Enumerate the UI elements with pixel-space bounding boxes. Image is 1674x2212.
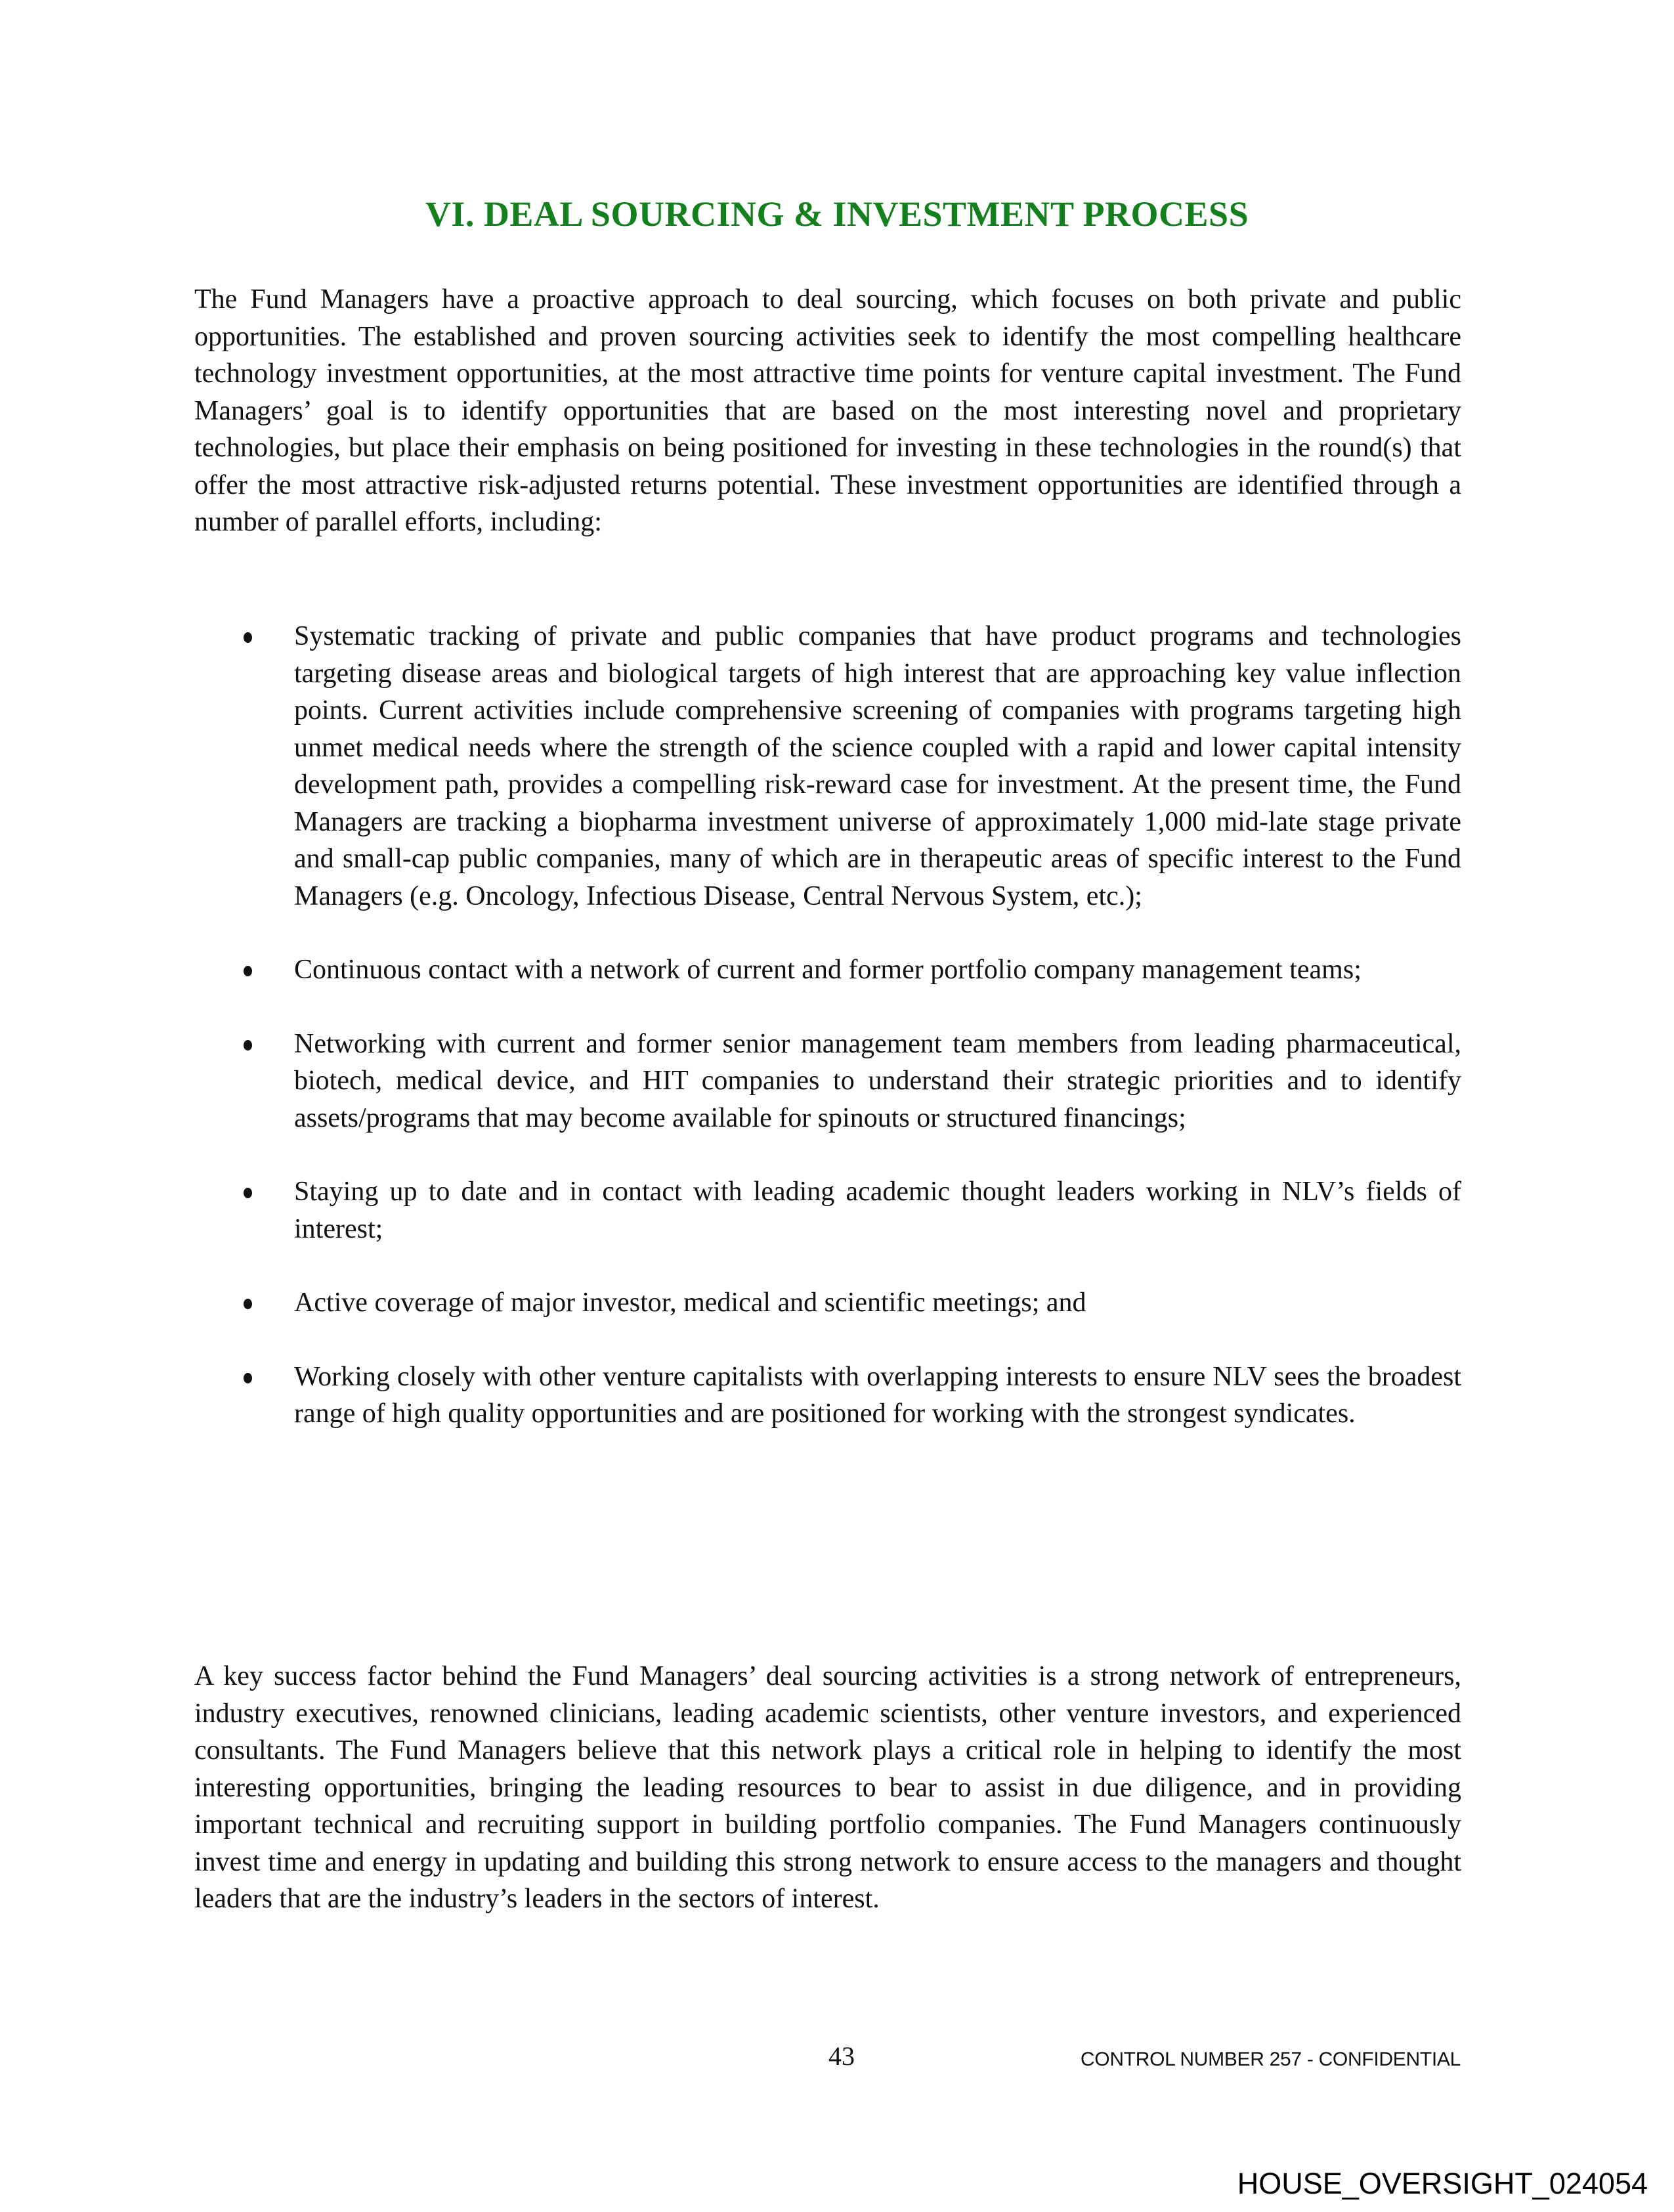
list-item xyxy=(194,1026,1461,1137)
bullet-icon xyxy=(244,966,252,976)
list-item-text: Active coverage of major investor, medical and scientific meetings; and xyxy=(294,1288,1086,1318)
bates-number: HOUSE_OVERSIGHT_024054 xyxy=(1237,2167,1648,2200)
bullet-icon xyxy=(244,1299,252,1309)
list-item-text: Continuous contact with a network of current and former portfolio company management teams; xyxy=(294,955,1362,985)
list-item xyxy=(194,951,1461,989)
bullet-icon xyxy=(244,632,252,643)
confidential-label: CONTROL NUMBER 257 - CONFIDENTIAL xyxy=(1080,2049,1461,2070)
list-item-text: Networking with current and former senior management team members from leading pharmaceutical, biotech, medical device, and HIT companies to understand their strategic priorities and to identify assets/programs that may become available for spinouts or structured financings; xyxy=(294,1028,1461,1133)
page-number: 43 xyxy=(828,2041,855,2071)
sourcing-efforts-list xyxy=(194,618,1461,1469)
intro-paragraph: The Fund Managers have a proactive approach to deal sourcing, which focuses on both private and public opportunities. The established and proven sourcing activities seek to identify the most compelling healthcare technology investment opportunities, at the most attractive time points for venture capital investment. The Fund Managers’ goal is to identify opportunities that are based on the most interesting novel and proprietary technologies, but place their emphasis on being positioned for investing in these technologies in the round(s) that offer the most attractive risk-adjusted returns potential. These investment opportunities are identified through a number of parallel efforts, including: xyxy=(194,284,1461,537)
list-item-text: Staying up to date and in contact with leading academic thought leaders working in NLV’s fields of interest; xyxy=(294,1177,1461,1244)
section-heading: VI. DEAL SOURCING & INVESTMENT PROCESS xyxy=(425,194,1249,234)
closing-paragraph: A key success factor behind the Fund Managers’ deal sourcing activities is a strong network of entrepreneurs, industry executives, renowned clinicians, leading academic scientists, other venture investors, and experienced consultants. The Fund Managers believe that this network plays a critical role in helping to identify the most interesting opportunities, bringing the leading resources to bear to assist in due diligence, and in providing important technical and recruiting support in building portfolio companies. The Fund Managers continuously invest time and energy in updating and building this strong network to ensure access to the managers and thought leaders that are the industry’s leaders in the sectors of interest. xyxy=(194,1661,1461,1914)
list-item-text: Systematic tracking of private and public companies that have product programs and technologies targeting disease areas and biological targets of high interest that are approaching key value inflection points. Current activities include comprehensive screening of companies with programs targeting high unmet medical needs where the strength of the science coupled with a rapid and lower capital intensity development path, provides a compelling risk-reward case for investment. At the present time, the Fund Managers are tracking a biopharma investment universe of approximately 1,000 mid-late stage private and small-cap public companies, many of which are in therapeutic areas of specific interest to the Fund Managers (e.g. Oncology, Infectious Disease, Central Nervous System, etc.); xyxy=(294,621,1461,911)
list-item xyxy=(194,1173,1461,1247)
list-item xyxy=(194,1284,1461,1322)
list-item xyxy=(194,618,1461,915)
bullet-icon xyxy=(244,1040,252,1051)
list-item-text: Working closely with other venture capitalists with overlapping interests to ensure NLV sees the broadest range of high quality opportunities and are positioned for working with the strongest syndicates. xyxy=(294,1361,1461,1429)
list-item xyxy=(194,1358,1461,1433)
bullet-icon xyxy=(244,1373,252,1383)
bullet-icon xyxy=(244,1188,252,1198)
